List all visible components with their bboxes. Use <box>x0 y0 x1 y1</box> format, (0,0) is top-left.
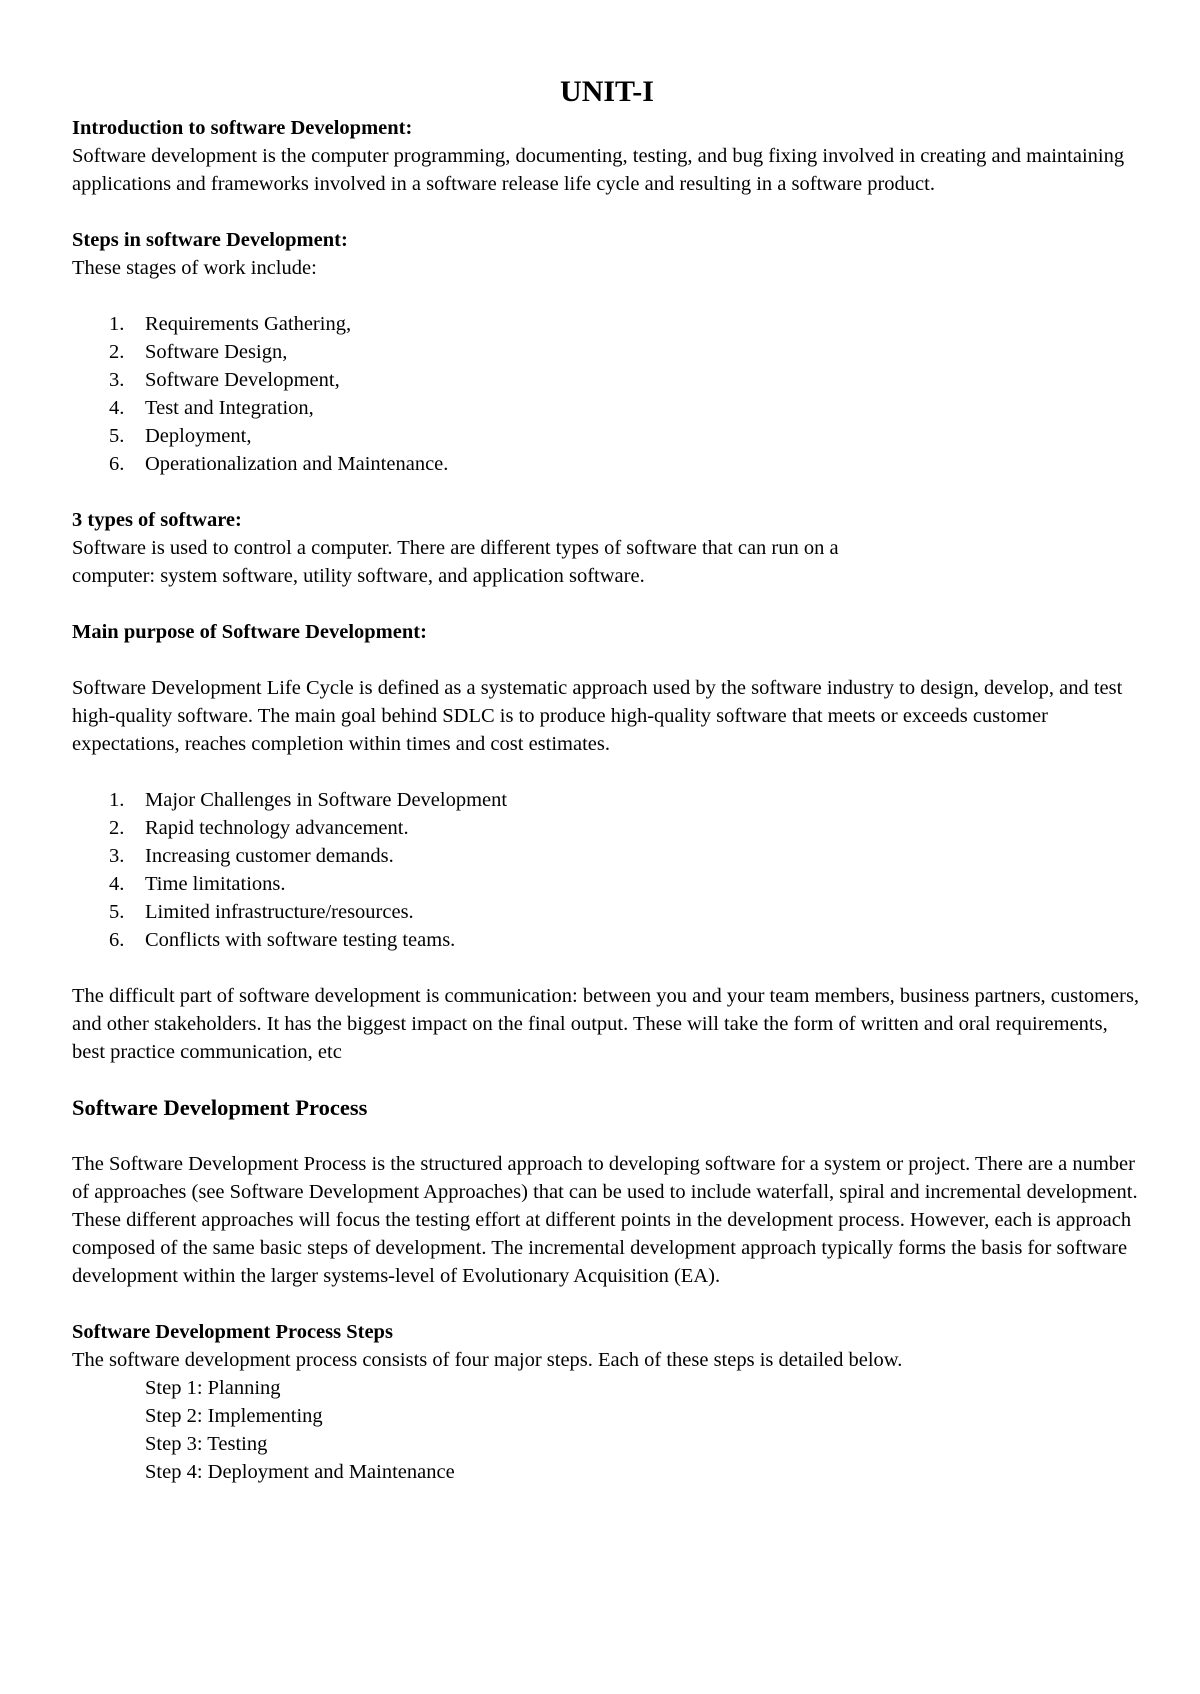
document-page <box>72 74 1142 1486</box>
types-heading: 3 types of software: <box>72 509 242 531</box>
list-item: 6. Operationalization and Maintenance. <box>109 453 449 475</box>
list-item: 5. Deployment, <box>109 425 252 447</box>
list-item: 2. Rapid technology advancement. <box>109 817 409 839</box>
page-title: UNIT-I <box>560 75 654 108</box>
list-item: Step 1: Planning <box>145 1377 281 1399</box>
process-steps-heading: Software Development Process Steps <box>72 1321 393 1343</box>
challenges-list <box>72 786 1142 954</box>
types-line-1: Software is used to control a computer. There are different types of software that can run on a <box>72 537 839 559</box>
process-steps-list <box>72 1374 1142 1486</box>
list-item: 5. Limited infrastructure/resources. <box>109 901 414 923</box>
list-item: 2. Software Design, <box>109 341 288 363</box>
list-item: Step 3: Testing <box>145 1433 268 1455</box>
list-item: 3. Software Development, <box>109 369 340 391</box>
process-steps-lead: The software development process consists of four major steps. Each of these steps is detailed below. <box>72 1349 903 1371</box>
purpose-heading: Main purpose of Software Development: <box>72 621 427 643</box>
list-item: 3. Increasing customer demands. <box>109 845 394 867</box>
list-item: Step 4: Deployment and Maintenance <box>145 1461 455 1483</box>
list-item: 4. Time limitations. <box>109 873 286 895</box>
list-item: 6. Conflicts with software testing teams. <box>109 929 456 951</box>
intro-heading: Introduction to software Development: <box>72 117 413 139</box>
list-item: Step 2: Implementing <box>145 1405 323 1427</box>
list-item: 4. Test and Integration, <box>109 397 314 419</box>
intro-body: Software development is the computer programming, documenting, testing, and bug fixing involved in creating and maintaining applications and frameworks involved in a software release life cycle and resulting in a software product. <box>72 145 1125 195</box>
steps-lead: These stages of work include: <box>72 257 317 279</box>
purpose-body: Software Development Life Cycle is defined as a systematic approach used by the software industry to design, develop, and test high-quality software. The main goal behind SDLC is to produce high-quality software that meets or exceeds customer expectations, reaches completion within times and cost estimates. <box>72 677 1123 755</box>
communication-paragraph: The difficult part of software development is communication: between you and your team members, business partners, customers, and other stakeholders. It has the biggest impact on the final output. These will take the form of written and oral requirements, best practice communication, etc <box>72 985 1140 1063</box>
steps-heading: Steps in software Development: <box>72 229 348 251</box>
process-heading: Software Development Process <box>72 1095 368 1120</box>
list-item: 1. Requirements Gathering, <box>109 313 352 335</box>
list-item: 1. Major Challenges in Software Development <box>109 789 508 811</box>
process-body: The Software Development Process is the structured approach to developing software for a system or project. There are a number of approaches (see Software Development Approaches) that can be used to include waterfall, spiral and incremental development. These different approaches will focus the testing effort at different points in the development process. However, each is approach composed of the same basic steps of development. The incremental development approach typically forms the basis for software development within the larger systems-level of Evolutionary Acquisition (EA). <box>72 1153 1138 1287</box>
steps-list <box>72 310 1142 478</box>
types-line-2: computer: system software, utility software, and application software. <box>72 565 645 587</box>
